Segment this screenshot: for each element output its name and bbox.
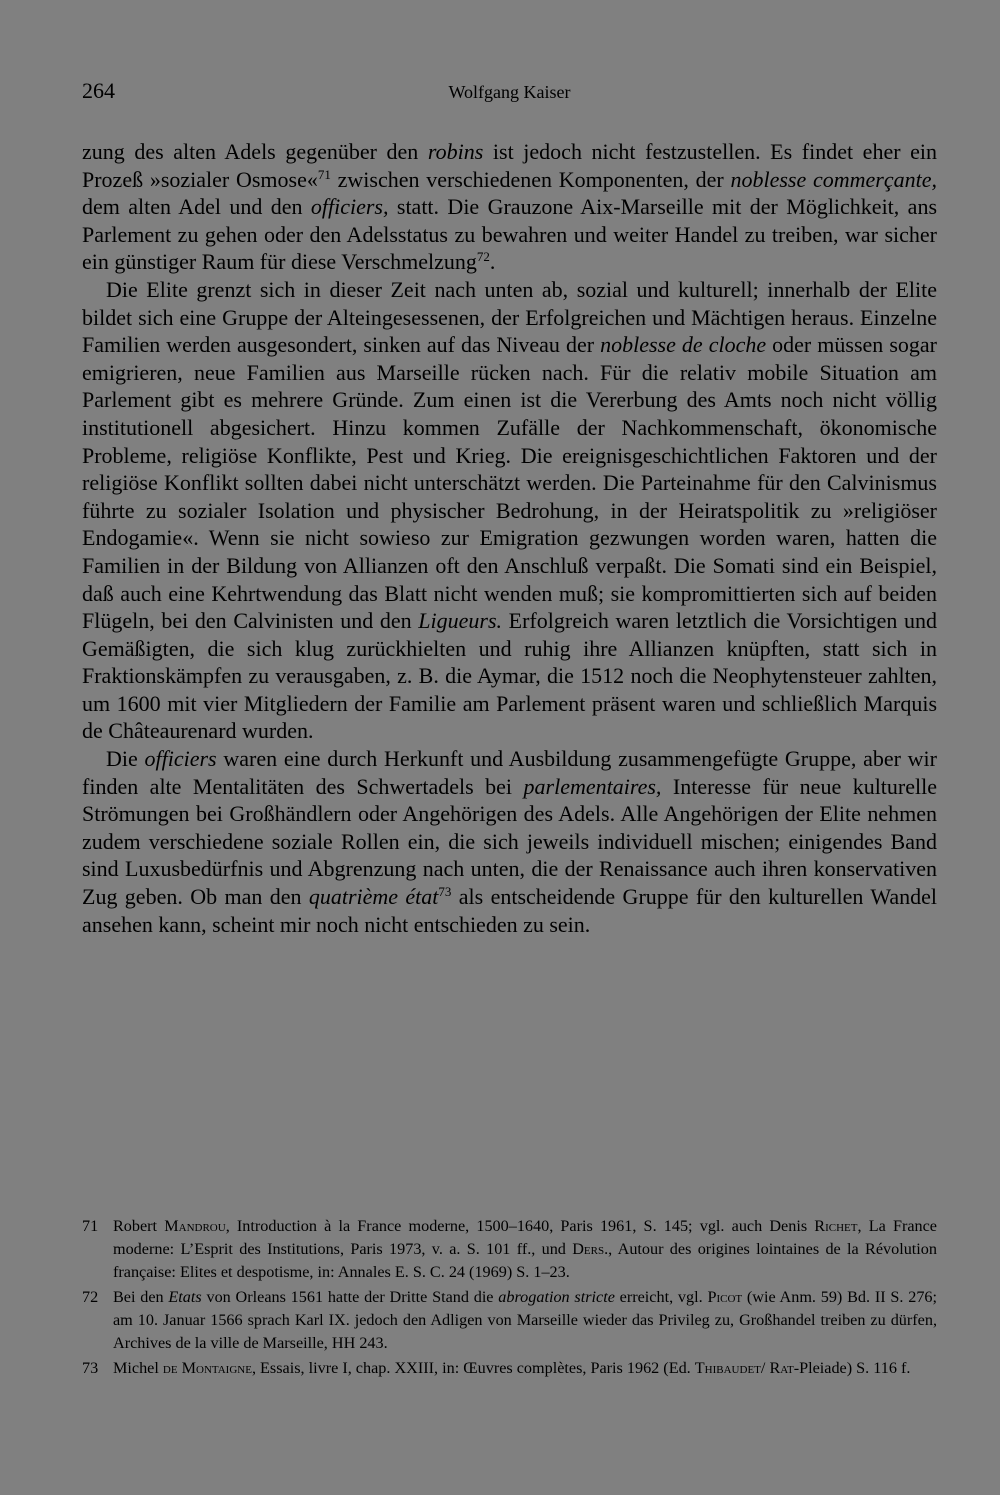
text-run: , Introduction à la France moderne, 1500–1640, Paris 1961, S. 145; vgl. auch Denis	[225, 1217, 815, 1235]
italic-term: Ligueurs.	[418, 608, 503, 634]
footnote-71	[82, 1215, 937, 1284]
footnote-ref-71[interactable]: 71	[317, 166, 331, 182]
author-name: de Montaigne	[162, 1359, 252, 1377]
footnote-72	[82, 1286, 937, 1355]
author-name: Thibaudet	[694, 1359, 761, 1377]
text-run: Interesse für neue kulturelle Strömungen bei Großhändlern oder Angehörigen des Adels. Alle Angehörigen der Elite nehmen zudem verschiedene soziale Rollen ein, die sich jeweils individuell mischen; einigendes Band sind Luxusbedürfnis und Abgrenzung nach unten, die der Renaissance auch ihren konservativen Zug geben. Ob man den	[82, 773, 937, 910]
text-run: zwischen verschiedenen Komponenten, der	[330, 166, 731, 192]
italic-term: officiers,	[310, 194, 389, 220]
text-run: Bei den	[113, 1288, 169, 1306]
text-run: , Essais, livre I, chap. XXIII, in: Œuvres complètes, Paris 1962 (Ed.	[251, 1359, 695, 1377]
text-run: /	[760, 1359, 770, 1377]
italic-term: officiers	[144, 746, 217, 772]
text-run: erreicht, vgl.	[614, 1288, 708, 1306]
footnote-number: 71	[82, 1217, 99, 1235]
italic-term: robins	[427, 139, 484, 164]
author-name: Ders	[572, 1240, 605, 1258]
author-name: Richet	[814, 1217, 858, 1235]
text-run: -Pleiade) S. 116 f.	[793, 1359, 911, 1377]
text-run: oder müssen sogar emigrieren, neue Familien aus Marseille rücken nach. Für die relativ mobile Situation am Parlement gibt es mehrere Gründe. Zum einen ist die Vererbung des Amts noch nicht völlig institutionell abgesichert. Hinzu kommen Zufälle der Nachkommenschaft, ökonomische Probleme, religiöse Konflikte, Pest und Krieg. Die ereignisgeschichtlichen Faktoren und der religiöse Konflikt sollten dabei nicht unterschätzt werden. Die Parteinahme für den Calvinismus führte zu sozialer Isolation und physischer Bedrohung, in der Heiratspolitik zu »religiöser Endogamie«. Wenn sie nicht sowieso zur Emigration gezwungen worden waren, hatten die Familien in der Bildung von Allianzen oft den Anschluß verpaßt. Die Somati sind ein Beispiel, daß auch eine Kehrtwendung das Blatt nicht wenden muß; sie kompromittierten sich auf beiden Flügeln, bei den Calvinisten und den	[82, 332, 937, 634]
text-run: Die Elite grenzt sich in dieser Zeit nach unten ab, sozial und kulturell; innerhalb der Elite bildet sich eine Gruppe der Alteingesessenen, der Erfolgreichen und Mächtigen heraus. Einzelne Familien werden ausgesondert, sinken auf das Niveau der	[82, 276, 937, 358]
italic-term: quatrième état	[308, 884, 439, 910]
footnote-73	[82, 1357, 937, 1380]
text-run: Michel	[113, 1359, 163, 1377]
text-run: .	[489, 249, 496, 275]
running-head-author: Wolfgang Kaiser	[448, 82, 571, 102]
text-run: statt. Die Grauzone Aix-Marseille mit der Möglichkeit, ans Parlement zu gehen oder den Adelsstatus zu bewahren und weiter Handel zu treiben, war sicher ein günstiger Raum für diese Verschmelzung	[82, 194, 938, 275]
text-run: waren eine durch Herkunft und Ausbildung zusammengefügte Gruppe, aber wir finden alte Mentalitäten des Schwertadels bei	[82, 746, 937, 799]
author-name: Picot	[707, 1288, 743, 1306]
footnote-number: 72	[82, 1288, 99, 1306]
main-text	[82, 138, 937, 938]
italic-term: parlementaires,	[523, 773, 662, 799]
footnote-ref-72[interactable]: 72	[476, 249, 490, 265]
text-run: (wie Anm. 59) Bd. II S. 276; am 10. Januar 1566 sprach Karl IX. jedoch den Adligen von Marseille wieder das Privileg zu, Großhandel treiben zu dürfen, Archives de la ville de Marseille, HH 243.	[113, 1288, 938, 1352]
author-name: Rat	[769, 1359, 794, 1377]
footnote-ref-73[interactable]: 73	[438, 884, 452, 900]
author-name: Mandrou	[164, 1217, 226, 1235]
italic-term: noblesse de cloche	[600, 332, 767, 358]
italic-term: noblesse commerçante,	[730, 166, 937, 192]
text-run: ., Autour des origines lointaines de la Révolution française: Elites et despotisme, in: Annales E. S. C. 24 (1969) S. 1–23.	[113, 1240, 937, 1281]
paragraph-3	[82, 745, 937, 938]
text-run: Die	[106, 746, 145, 772]
text-run: von Orleans 1561 hatte der Dritte Stand die	[201, 1288, 499, 1306]
italic-term: Etats	[168, 1288, 202, 1306]
italic-term: abrogation stricte	[498, 1288, 615, 1306]
text-run: als entscheidende Gruppe für den kulturellen Wandel ansehen kann, scheint mir noch nicht entschieden zu sein.	[82, 884, 937, 937]
text-run: Erfolgreich waren letztlich die Vorsichtigen und Gemäßigten, die sich klug zurückhielten und ruhig ihre Allianzen knüpften, statt sich in Fraktionskämpfen zu verausgaben, z. B. die Aymar, die 1512 noch die Neophytensteuer zahlten, um 1600 mit vier Mitgliedern der Familie am Parlement präsent waren und schließlich Marquis de Châteaurenard wurden.	[82, 608, 937, 744]
text-run: Robert	[113, 1217, 165, 1235]
text-run: zung des alten Adels gegenüber den	[82, 139, 428, 164]
footnotes	[82, 1215, 937, 1382]
text-run: dem alten Adel und den	[82, 194, 311, 220]
paragraph-1	[82, 138, 937, 276]
page-number: 264	[82, 78, 115, 103]
footnote-number: 73	[82, 1359, 99, 1377]
page-header	[82, 78, 937, 108]
paragraph-2	[82, 276, 937, 745]
text-run: ist jedoch nicht festzustellen. Es findet eher ein Prozeß »sozialer Osmose«	[82, 139, 937, 192]
text-run: , La France moderne: L’Esprit des Institutions, Paris 1973, v. a. S. 101 ff., und	[113, 1217, 937, 1258]
